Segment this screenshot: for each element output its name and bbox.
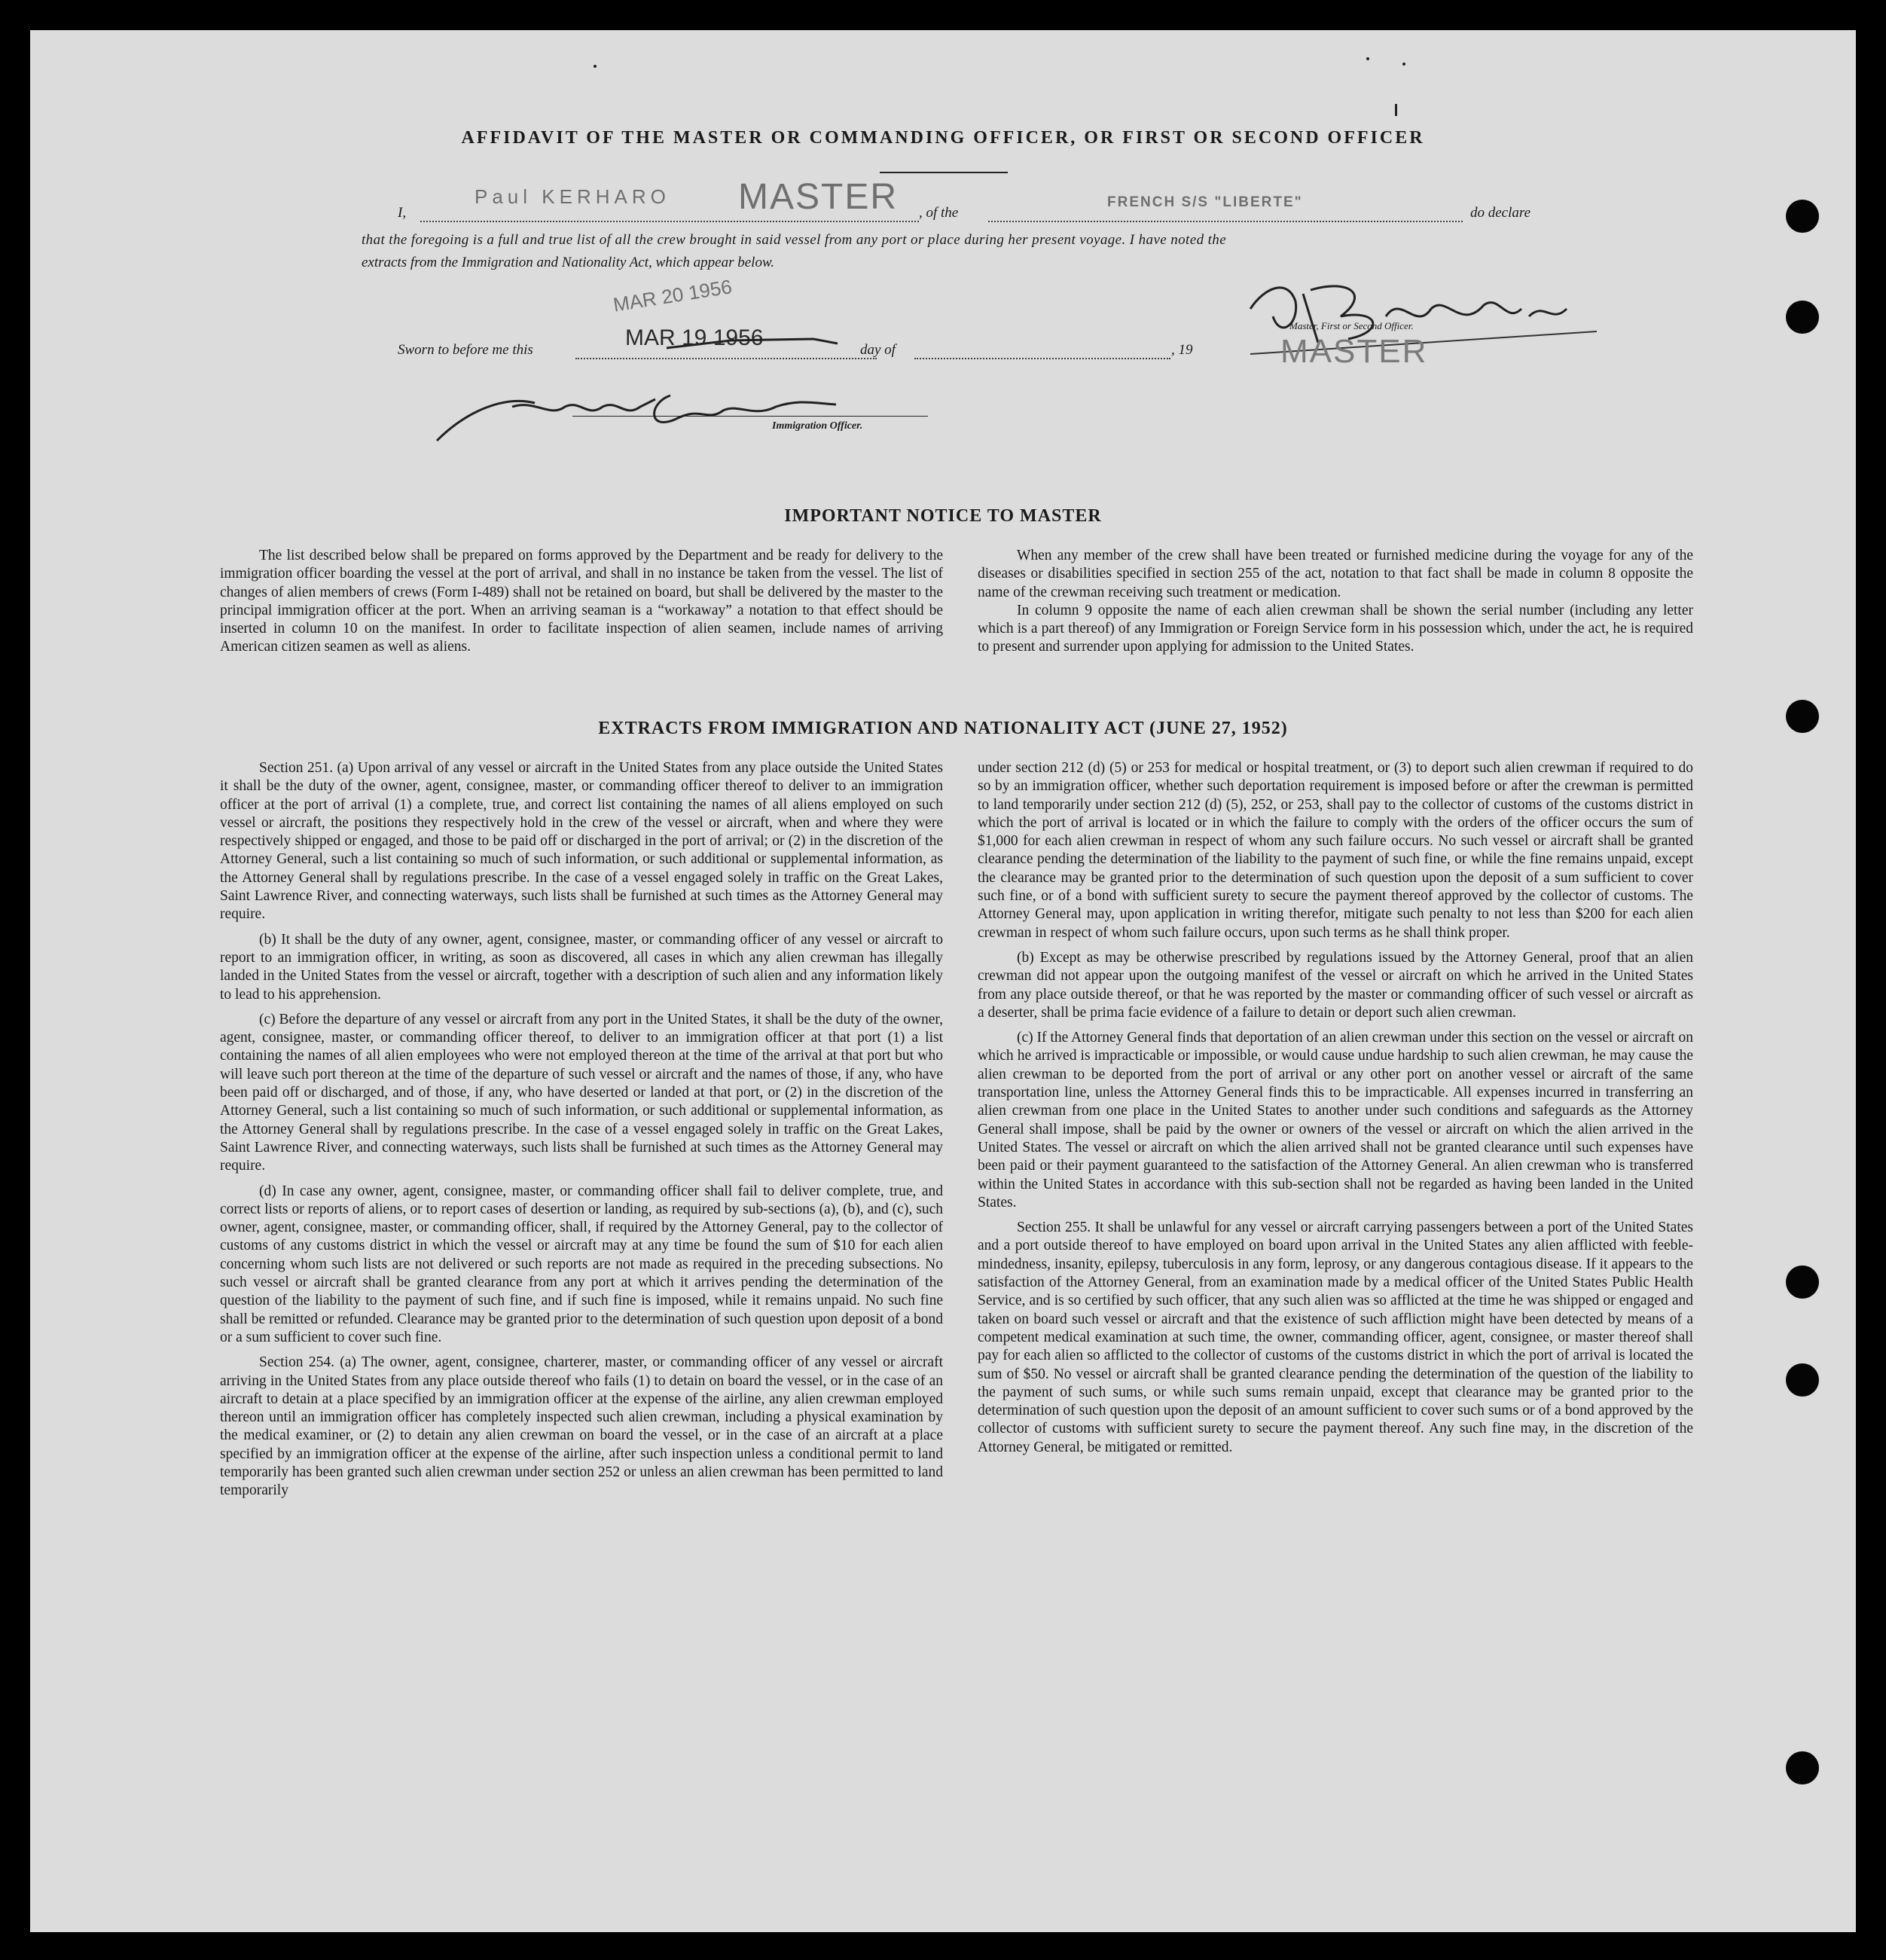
declaration-line-1: that the foregoing is a full and true list of all the crew brought in said vessel from any port or place during her present voyage. I have noted the [362,232,1227,248]
notice-left-column [220,547,943,657]
notice-left-paragraph: The list described below shall be prepared on forms approved by the Department and be ready for delivery to the immigration officer boarding the vessel at the port of arrival, and shall in no instance be taken from the vessel. The list of changes of alien members of crews (Form I-489) shall not be retained on board, but shall be delivered by the master to the principal immigration officer at the port. When an arriving seaman is a “workaway” a notation to that effect should be inserted in column 10 on the manifest. In order to facilitate inspection of alien seamen, include names of arriving American citizen seamen as well as aliens. [220,548,943,655]
extracts-right-column [978,759,1693,1464]
section-251-c: (c) Before the departure of any vessel or aircraft from any port in the United States, it shall be the duty of the owner, agent, consignee, master, or commanding officer thereof, to deliver to an immigration officer at that port (1) a list containing the names of all alien employees who were not employed thereon at the time of the arrival at that port but who will leave such port thereon at the time of the departure of such vessel or aircraft and the names of those, if any, who have been paid off or discharged, and of those, if any, who have deserted or landed at that port, or (2) in the discretion of the Attorney General, such a list containing so much of such information, or such additional or supplemental information, as the Attorney General shall by regulations prescribe. In the case of a vessel engaged solely in traffic on the Great Lakes, Saint Lawrence River, and connecting waterways, such lists shall be furnished at such times as the Attorney General may require. [220,1011,943,1174]
punch-hole [1786,1751,1819,1784]
paper-mark [1395,104,1397,116]
section-254-a-continued: under section 212 (d) (5) or 253 for medical or hospital treatment, or (3) to deport such alien crewman if required to do so by an immigration officer, whether such deportation requirement is imposed before or after the crewman is permitted to land temporarily under section 212 (d) (5), 252, or 253, shall pay to the collector of customs of the customs district in which the port of arrival is located or in which the failure to comply with the orders of the officer occurs the sum of $1,000 for each alien crewman in respect of whom any such failure occurs. No such vessel or aircraft shall be granted clearance pending the determination of the liability to the payment of such fine, or while the fine remains unpaid, except the clearance may be granted prior to the determination of such question upon the deposit of a sum sufficient to cover such fine, or of a bond with sufficient surety to secure the payment thereof approved by the collector of customs. The Attorney General may, upon application in writing therefor, mitigate such penalty to not less than $200 for each alien crewman in respect of whom such failure occurs, upon such terms as he shall think proper. [978,760,1693,941]
declarant-prefix: I, [398,205,407,221]
extracts-left-column [220,759,943,1507]
paper-speck [1402,63,1405,66]
heading-rule [880,172,1008,173]
section-255: Section 255. It shall be unlawful for any vessel or aircraft carrying passengers between a port of the United States and a port outside thereof to have employed on board upon arrival in the United States any alien afflicted with feeble-mindedness, insanity, epilepsy, tuberculosis in any form, leprosy, or any dangerous contagious disease. If it appears to the satisfaction of the Attorney General, from an examination made by a medical officer of the United States Public Health Service, and is so certified by such officer, that any such alien was so afflicted at the time he was shipped or engaged and taken on board such vessel or aircraft and that the existence of such affliction might have been detected by means of a competent medical examination at such time, the owner, commanding officer, agent, consignee, or master thereof shall pay for each alien so afflicted to the collector of customs of the customs district in which the port of arrival is located the sum of $50. No vessel or aircraft shall be granted clearance pending the determination of the question of the liability to the payment of such sums, or while such sums remain unpaid, except that clearance may be granted prior to the determination of such question upon the deposit of an amount sufficient to cover such sums or of a bond approved by the collector of customs with sufficient surety to secure the payment thereof. Any such fine may, in the discretion of the Attorney General, be mitigated or remitted. [978,1220,1693,1455]
paper-speck [1366,57,1369,60]
notice-right-paragraph-1: When any member of the crew shall have been treated or furnished medicine during the voyage for any of the diseases or disabilities specified in section 255 of the act, notation to that fact shall be made in column 8 opposite the name of the crewman receiving such treatment or medication. [978,548,1693,600]
punch-hole [1786,1363,1819,1397]
master-name: Paul KERHARO [475,185,670,208]
punch-hole [1786,200,1819,233]
immigration-officer-caption: Immigration Officer. [772,420,863,432]
section-254-a: Section 254. (a) The owner, agent, consignee, charterer, master, or commanding officer of any vessel or aircraft arriving in the United States from any place outside thereof who fails (1) to detain on board the vessel, or in the case of an aircraft to detain at a place specified by an immigration officer at the expense of the airline, any alien crewman employed thereon until an immigration officer has completely inspected such alien crewman, including a physical examination by the medical examiner, or (2) to detain any alien crewman on board the vessel, or in the case of an aircraft at a place specified by an immigration officer at the expense of the airline, after such inspection unless a conditional permit to land temporarily has been granted such alien crewman under section 252 or unless an alien crewman has been permitted to land temporarily [220,1354,943,1499]
vessel-line [988,221,1463,222]
sworn-date-stamp: MAR 19 1956 [625,325,764,350]
month-line [914,358,1170,359]
year-prefix: , 19 [1171,342,1193,358]
master-title-stamp: MASTER [738,177,899,217]
section-251-a: Section 251. (a) Upon arrival of any vessel or aircraft in the United States from any place outside the United States it shall be the duty of the owner, agent, consignee, master, or commanding officer thereof to deliver to an immigration officer at the port of arrival (1) a complete, true, and correct list containing the names of all aliens employed on such vessel or aircraft, the positions they respectively hold in the crew of the vessel or aircraft, when and where they were respectively shipped or engaged, and those to be paid off or discharged in the port of arrival; or (2) in the discretion of the Attorney General, such a list containing so much of such information, or such additional or supplemental information, as the Attorney General shall by regulations prescribe. In the case of a vessel engaged solely in traffic on the Great Lakes, Saint Lawrence River, and connecting waterways, such lists shall be furnished at such times as the Attorney General may require. [220,760,943,923]
punch-hole [1786,1265,1819,1299]
declaration-line-2: extracts from the Immigration and Nationality Act, which appear below. [362,255,774,270]
notice-right-paragraph-2: In column 9 opposite the name of each alien crewman shall be shown the serial number (including any letter which is a part thereof) of any Immigration or Foreign Service form in his possession which, under the act, he is required to present and surrender upon applying for admission to the United States. [978,602,1693,655]
officer-line [572,416,928,417]
received-date-stamp: MAR 20 1956 [612,275,734,316]
day-of-label: day of [860,342,896,358]
name-line [420,221,919,222]
document-page [30,30,1856,1932]
section-254-b: (b) Except as may be otherwise prescribed by regulations issued by the Attorney General, proof that an alien crewman did not appear upon the outgoing manifest of the vessel or aircraft on which he arrived in the United States from any place outside thereof, or that he was reported by the master or commanding officer of such vessel or aircraft as a deserter, shall be prima facie evidence of a failure to detain or deport such alien crewman. [978,949,1693,1021]
paper-speck [594,65,597,68]
strike-through-mark [663,328,844,359]
section-254-c: (c) If the Attorney General finds that deportation of an alien crewman under this section on the vessel or aircraft on which he arrived is impracticable or impossible, or would cause undue hardship to such alien crewman, he may cause the alien crewman to be deported from the port of arrival or any other port on another vessel or aircraft of the same transportation line, unless the Attorney General finds this to be impracticable. All expenses incurred in transferring an alien crewman from one place in the United States to another under such conditions and safeguards as the Attorney General shall impose, shall be paid by the owner or owners of the vessel or aircraft on which the alien arrived in the United States. The vessel or aircraft on which the alien arrived shall not be granted clearance until such expenses have been paid or their payment guaranteed to the satisfaction of the Attorney General. An alien crewman who is transferred within the United States in accordance with this sub-section shall not be regarded as having been landed in the United States. [978,1030,1693,1210]
do-declare-label: do declare [1470,205,1531,221]
affidavit-heading: AFFIDAVIT OF THE MASTER OR COMMANDING OFFICER, OR FIRST OR SECOND OFFICER [461,128,1425,148]
extracts-heading: EXTRACTS FROM IMMIGRATION AND NATIONALITY ACT (JUNE 27, 1952) [598,719,1288,738]
section-251-b: (b) It shall be the duty of any owner, agent, consignee, master, or commanding officer of any vessel or aircraft to report to an immigration officer, in writing, as soon as discovered, all cases in which any alien crewman has illegally landed in the United States from the vessel or aircraft, together with a description of such alien and any information likely to lead to his apprehension. [220,931,943,1003]
master-signature-stamp: MASTER [1280,333,1428,370]
sworn-label: Sworn to before me this [398,342,533,358]
signature-caption: Master, First or Second Officer. [1289,320,1414,331]
section-251-d: (d) In case any owner, agent, consignee, master, or commanding officer shall fail to deliver complete, true, and correct lists or reports of aliens, or to report cases of desertion or landing, as required by sub-sections (a), (b), and (c), such owner, agent, consignee, master, or commanding officer, shall, if required by the Attorney General, pay to the collector of customs of any customs district in which the vessel or aircraft may at any time be found the sum of $10 for each alien concerning whom such lists are not delivered or such reports are not made as required in the preceding subsections. No such vessel or aircraft shall be granted clearance from any port at which it arrives pending the determination of the question of the liability to the payment of such fine, and if such fine is imposed, while it remains unpaid. No such fine shall be remitted or refunded. Clearance may be granted prior to the determination of such question upon deposit of a bond or a sum sufficient to cover such fine. [220,1183,943,1345]
immigration-officer-signature [422,365,844,448]
of-the-label: , of the [919,205,959,221]
vessel-name: FRENCH S/S "LIBERTE" [1107,194,1303,210]
notice-right-column [978,547,1693,657]
punch-hole [1786,301,1819,334]
notice-heading: IMPORTANT NOTICE TO MASTER [784,506,1102,526]
